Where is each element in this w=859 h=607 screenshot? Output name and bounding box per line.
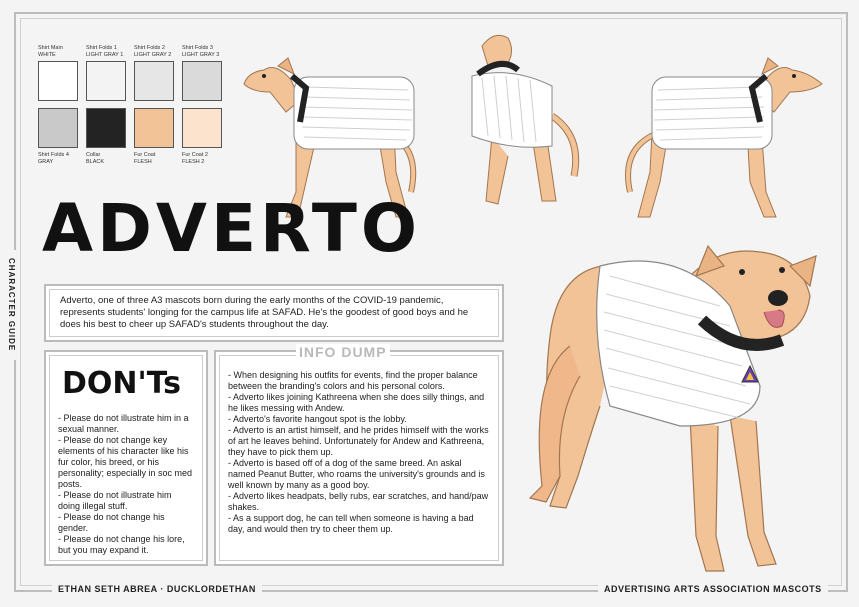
swatch-fur-coat <box>134 108 174 148</box>
list-item: - Adverto's favorite hangout spot is the lobby. <box>228 414 407 424</box>
side-label: CHARACTER GUIDE <box>2 250 16 360</box>
info-dump-list <box>219 355 499 561</box>
list-item: - Please do not illustrate him doing illegal stuff. <box>58 490 172 511</box>
swatch-color-name: FLESH 2 <box>182 158 205 165</box>
footer-author: ETHAN SETH ABREA · DUCKLORDETHAN <box>52 584 262 594</box>
swatch-color-name: GRAY <box>38 158 54 165</box>
swatch-color-name: WHITE <box>38 51 56 58</box>
swatch-name: Shirt Folds 4 <box>38 152 69 158</box>
swatch-name: Collar <box>86 152 101 158</box>
swatch-fur-coat-2 <box>182 108 222 148</box>
swatch-label <box>38 45 63 58</box>
list-item: - Please do not change key elements of his character like his fur color, his breed, or his personality; especially in soc med posts. <box>58 435 193 489</box>
swatch-label <box>86 152 104 165</box>
swatch-color-name: FLESH <box>134 158 152 165</box>
swatch-label <box>182 152 208 165</box>
swatch-shirt-folds-3 <box>182 61 222 101</box>
info-dump-panel <box>214 350 504 566</box>
swatch-color-name: LIGHT GRAY 1 <box>86 51 124 58</box>
list-item: - Adverto is based off of a dog of the same breed. An askal named Peanut Butter, who roams the university's grounds and is well known by many as a good boy. <box>228 458 485 490</box>
donts-title: DON'Ts <box>62 366 182 401</box>
swatch-label <box>38 152 69 165</box>
swatch-label <box>134 45 171 58</box>
swatch-shirt-main <box>38 61 78 101</box>
donts-panel-inner <box>49 355 203 561</box>
description-text: Adverto, one of three A3 mascots born during the early months of the COVID-19 pandemic, represents students' longing for the campus life at SAFAD. He's the goodest of good boys and he does his best to cheer up SAFAD's students throughout the day. <box>49 289 499 337</box>
swatch-label <box>86 45 123 58</box>
dog-back-view <box>452 26 592 216</box>
list-item: - Please do not change his gender. <box>58 512 165 533</box>
swatch-name: Shirt Folds 2 <box>134 45 165 51</box>
dog-side-view-right <box>600 52 830 222</box>
donts-list <box>58 413 194 556</box>
swatch-name: Shirt Main <box>38 45 63 51</box>
swatch-shirt-folds-2 <box>134 61 174 101</box>
list-item: - Adverto is an artist himself, and he prides himself with the works of art he leaves behind. Unfortunately for Andew and Kathreena, they have to pick them up. <box>228 425 489 457</box>
footer-series: ADVERTISING ARTS ASSOCIATION MASCOTS <box>598 584 828 594</box>
swatch-shirt-folds-1 <box>86 61 126 101</box>
swatch-name: Shirt Folds 3 <box>182 45 213 51</box>
info-dump-title: INFO DUMP <box>296 344 390 360</box>
dog-hero-illustration <box>520 236 830 576</box>
swatch-label <box>134 152 155 165</box>
list-item: - Please do not illustrate him in a sexual manner. <box>58 413 189 434</box>
swatch-name: Fur Coat 2 <box>182 152 208 158</box>
list-item: - Adverto likes headpats, belly rubs, ear scratches, and hand/paw shakes. <box>228 491 489 512</box>
swatch-color-name: BLACK <box>86 158 105 165</box>
character-title: ADVERTO <box>42 190 422 267</box>
list-item: - Adverto likes joining Kathreena when she does silly things, and he likes messing with Andew. <box>228 392 485 413</box>
swatch-collar <box>86 108 126 148</box>
swatch-label <box>182 45 219 58</box>
list-item: - Please do not change his lore, but you may expand it. <box>58 534 185 555</box>
donts-panel <box>44 350 208 566</box>
swatch-name: Shirt Folds 1 <box>86 45 117 51</box>
swatch-color-name: LIGHT GRAY 2 <box>134 51 172 58</box>
list-item: - As a support dog, he can tell when someone is having a bad day, and would then try to cheer them up. <box>228 513 474 534</box>
swatch-shirt-folds-4 <box>38 108 78 148</box>
swatch-color-name: LIGHT GRAY 3 <box>182 51 220 58</box>
swatch-name: Fur Coat <box>134 152 156 158</box>
description-panel <box>44 284 504 342</box>
list-item: - When designing his outfits for events, find the proper balance between the branding's colors and his personal colors. <box>228 370 478 391</box>
